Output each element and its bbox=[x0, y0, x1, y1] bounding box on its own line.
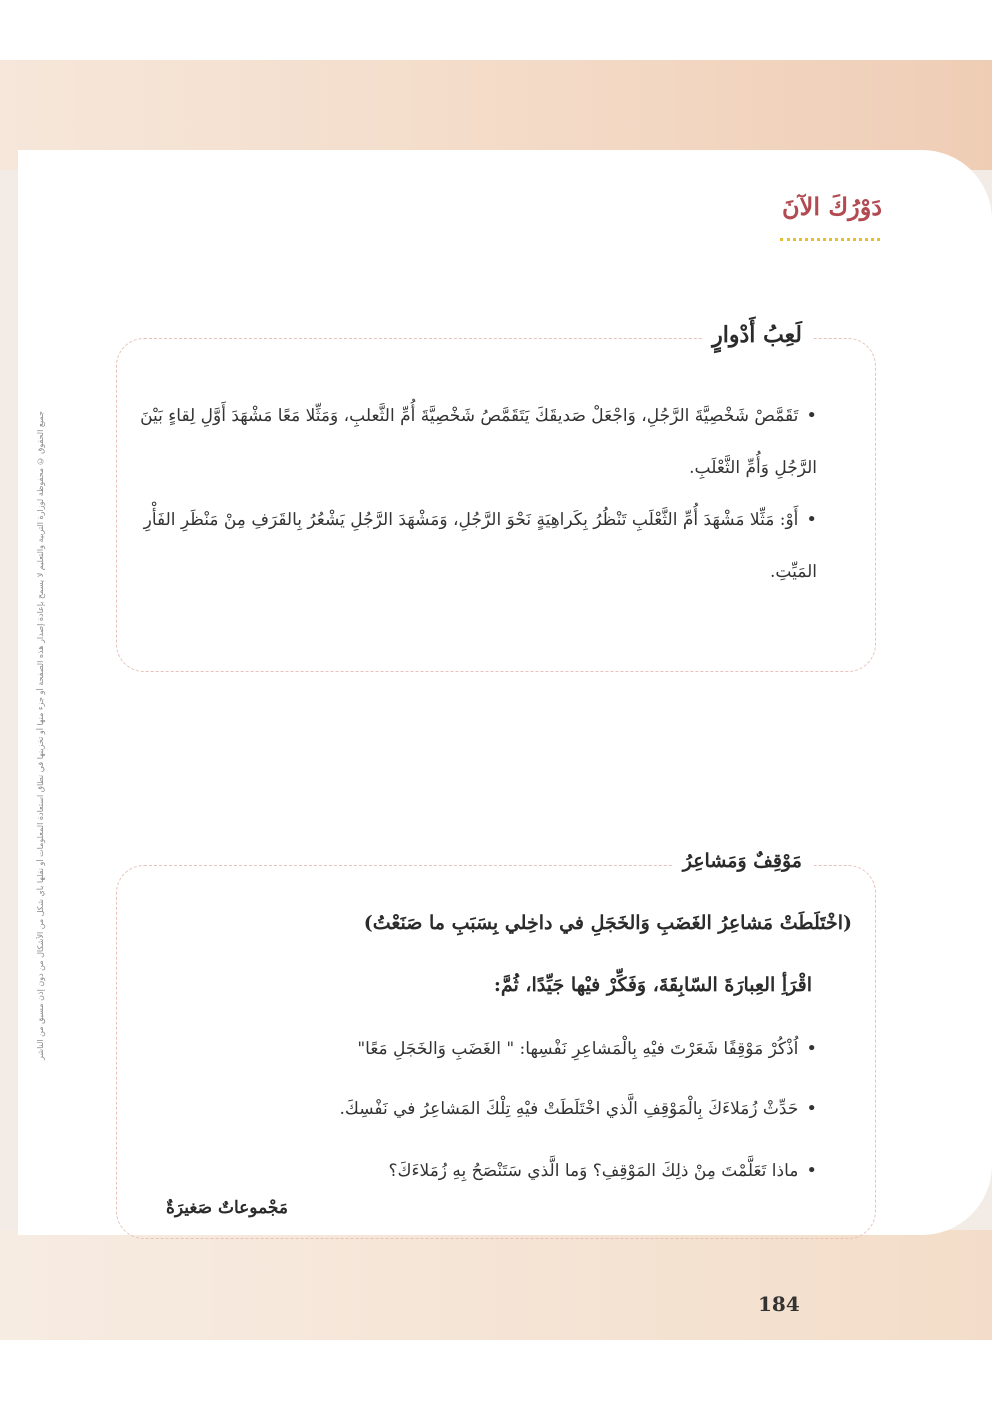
bottom-decorative-band bbox=[0, 1230, 992, 1340]
copyright-side-note: جميع الحقوق © محفوظة لوزارة التربية والتعليم لا يسمح بإعادة إصدار هذه الصفحة أو جزء منها أو تخزينها في نطاق استعادة المعلومات أو نقلها بأي شكل من الأشكال من دون إذن مسبق من الناشر bbox=[36, 410, 45, 1060]
page-number: 184 bbox=[758, 1292, 800, 1316]
bullet-icon bbox=[798, 510, 817, 530]
bullet-icon bbox=[798, 1039, 817, 1059]
situation-instruction: اقْرَأِ العِبارَةَ السّابِقَةَ، وَفَكِّرْ فيْها جَيِّدًا، ثُمَّ: bbox=[493, 974, 812, 996]
role-play-bullet-2: • أَوْ: مَثِّلا مَشْهَدَ أُمِّ الثَّعْلَبِ تَنْظُرُ بِكَراهِيَةٍ نَحْوَ الرَّجُلِ، وَمَشْهَدَ الرَّجُلِ يَشْعُرُ بِالقَرَفِ مِنْ مَنْظَرِ الفَأْرِ المَيِّتِ. bbox=[137, 494, 817, 598]
small-groups-label: مَجْموعاتٌ صَغيرَةٌ bbox=[166, 1198, 288, 1218]
situation-item-2: • حَدِّثْ زُمَلاءَكَ بِالْمَوْقِفِ الَّذي اخْتَلَطَتْ فيْهِ تِلْكَ المَشاعِرُ في نَفْسِكَ. bbox=[339, 1098, 817, 1119]
situation-quote: (اخْتَلَطَتْ مَشاعِرُ الغَضَبِ وَالخَجَلِ في داخِلي بِسَبَبِ ما صَنَعْتُ) bbox=[363, 912, 852, 934]
section-title: دَوْرُكَ الآنَ bbox=[782, 192, 882, 221]
role-play-label: لَعِبُ أَدْوارٍ bbox=[702, 322, 812, 348]
situation-label: مَوْقِفٌ وَمَشاعِرُ bbox=[673, 850, 812, 872]
bullet-icon bbox=[798, 1099, 817, 1119]
bullet-icon bbox=[798, 1161, 817, 1181]
situation-item-1: • اُذْكُرْ مَوْقِفًا شَعَرْتَ فيْهِ بِالْمَشاعِرِ نَفْسِها: " الغَضَبِ وَالخَجَلِ مَعًا" bbox=[357, 1038, 817, 1059]
role-play-bullet-1: • تَقَمَّصْ شَخْصِيَّةَ الرَّجُلِ، وَاجْعَلْ صَديقَكَ يَتَقَمَّصُ شَخْصِيَّةَ أُمِّ الثَّعلبِ، وَمَثِّلا مَعًا مَشْهَدَ أَوَّلِ لِقاءٍ بَيْنَ الرَّجُلِ وَأُمِّ الثَّعْلَبِ. bbox=[137, 390, 817, 494]
bullet-icon bbox=[798, 406, 817, 426]
situation-item-3: • ماذا تَعَلَّمْتَ مِنْ ذلِكَ المَوْقِفِ؟ وَما الَّذي سَتَنْصَحُ بِهِ زُمَلاءَكَ؟ bbox=[389, 1160, 817, 1181]
title-underline-dots bbox=[780, 238, 880, 245]
